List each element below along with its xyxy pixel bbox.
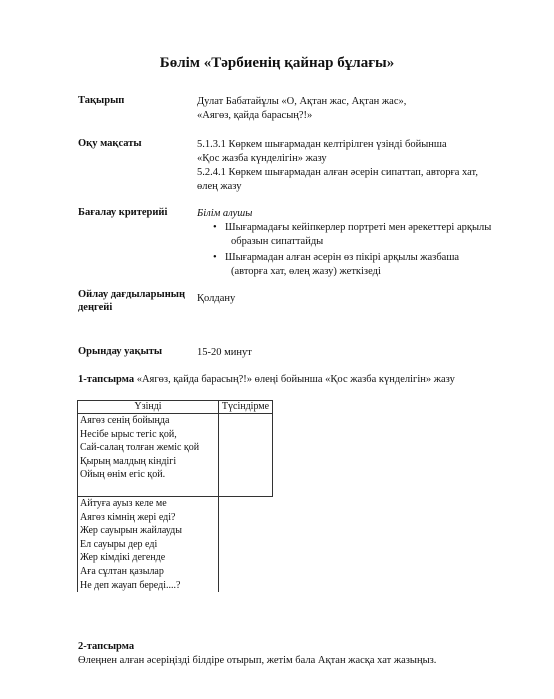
poem-line: Ойың өнім егіс қой. bbox=[80, 469, 166, 481]
poem-line: Айтуға ауыз келе ме bbox=[80, 498, 167, 509]
task1 bbox=[78, 374, 455, 385]
table-header: Үзінді bbox=[78, 401, 219, 414]
table-cell-explanation bbox=[219, 497, 273, 593]
double-entry-table bbox=[77, 400, 273, 592]
time-label: Орындау уақыты bbox=[78, 346, 163, 357]
topic-label: Тақырып bbox=[78, 95, 125, 106]
time-value: 15-20 минут bbox=[197, 347, 252, 358]
bullet-icon: • bbox=[213, 222, 217, 233]
topic-line: «Аягөз, қайда барасың?!» bbox=[197, 110, 313, 121]
poem-line: Жер кімдікі дегенде bbox=[80, 552, 166, 564]
poem-line: Аягөз сенің бойыңда bbox=[80, 415, 170, 426]
task2-label: 2-тапсырма bbox=[78, 641, 135, 652]
goals-line: 5.2.4.1 Көркем шығармадан алған әсерін сипаттап, авторға хат, bbox=[197, 167, 478, 178]
goals-label: Оқу мақсаты bbox=[78, 138, 142, 149]
criteria-intro: Білім алушы bbox=[197, 208, 253, 219]
topic-line: Дулат Бабатайұлы «О, Ақтан жас, Ақтан жас», bbox=[197, 96, 407, 107]
thinking-label bbox=[78, 288, 185, 314]
table-cell-excerpt bbox=[78, 414, 219, 497]
poem-line: Аға сұлтан қазылар bbox=[80, 565, 164, 577]
goals-line: өлең жазу bbox=[197, 181, 242, 192]
criteria-bullet bbox=[213, 221, 491, 249]
criteria-bullet bbox=[213, 251, 459, 279]
poem-line: Жер сауырын жайлауды bbox=[80, 525, 182, 537]
poem-line: Несібе ырыс тегіс қой, bbox=[80, 428, 177, 440]
thinking-value: Қолдану bbox=[197, 293, 236, 304]
goals-line: «Қос жазба күнделігін» жазу bbox=[197, 153, 327, 164]
table-cell-explanation bbox=[219, 414, 273, 497]
criteria-bullet-text: (авторға хат, өлең жазу) жеткізеді bbox=[231, 266, 381, 277]
criteria-label: Бағалау критерийі bbox=[78, 207, 168, 218]
criteria-bullet-text: образын сипаттайды bbox=[231, 236, 324, 247]
poem-line: Ел сауыры дер еді bbox=[80, 538, 158, 550]
thinking-label-line: Ойлау дағдыларының bbox=[78, 289, 186, 300]
criteria-bullet-text: Шығармадан алған әсерін өз пікірі арқылы жазбаша bbox=[225, 252, 460, 263]
task1-label: 1-тапсырма bbox=[78, 374, 135, 385]
poem-line: Аягөз кімнің жері еді? bbox=[80, 511, 176, 523]
poem-line: Сай-салаң толған жеміс қой bbox=[80, 442, 200, 454]
bullet-icon: • bbox=[213, 252, 217, 263]
poem-line: Қырың малдың кіндігі bbox=[80, 455, 177, 467]
criteria-bullet-text: Шығармадағы кейіпкерлер портреті мен әрекеттері арқылы bbox=[225, 222, 492, 233]
goals-line: 5.1.3.1 Көркем шығармадан келтірілген үзінді бойынша bbox=[197, 139, 447, 150]
page-title: Бөлім «Тәрбиенің қайнар бұлағы» bbox=[159, 55, 395, 71]
thinking-label-line: деңгейі bbox=[78, 302, 113, 313]
poem-line: Не деп жауап береді....? bbox=[80, 579, 181, 591]
task1-text: «Аягөз, қайда барасың?!» өлеңі бойынша «Қос жазба күнделігін» жазу bbox=[136, 374, 455, 385]
table-header: Түсіндірме bbox=[219, 401, 273, 414]
goals-value bbox=[197, 138, 478, 194]
task2-text: Өлеңнен алған әсеріңізді білдіре отырып, жетім бала Ақтан жасқа хат жазыңыз. bbox=[78, 655, 437, 666]
table-cell-excerpt bbox=[78, 497, 219, 593]
topic-value bbox=[197, 95, 406, 123]
